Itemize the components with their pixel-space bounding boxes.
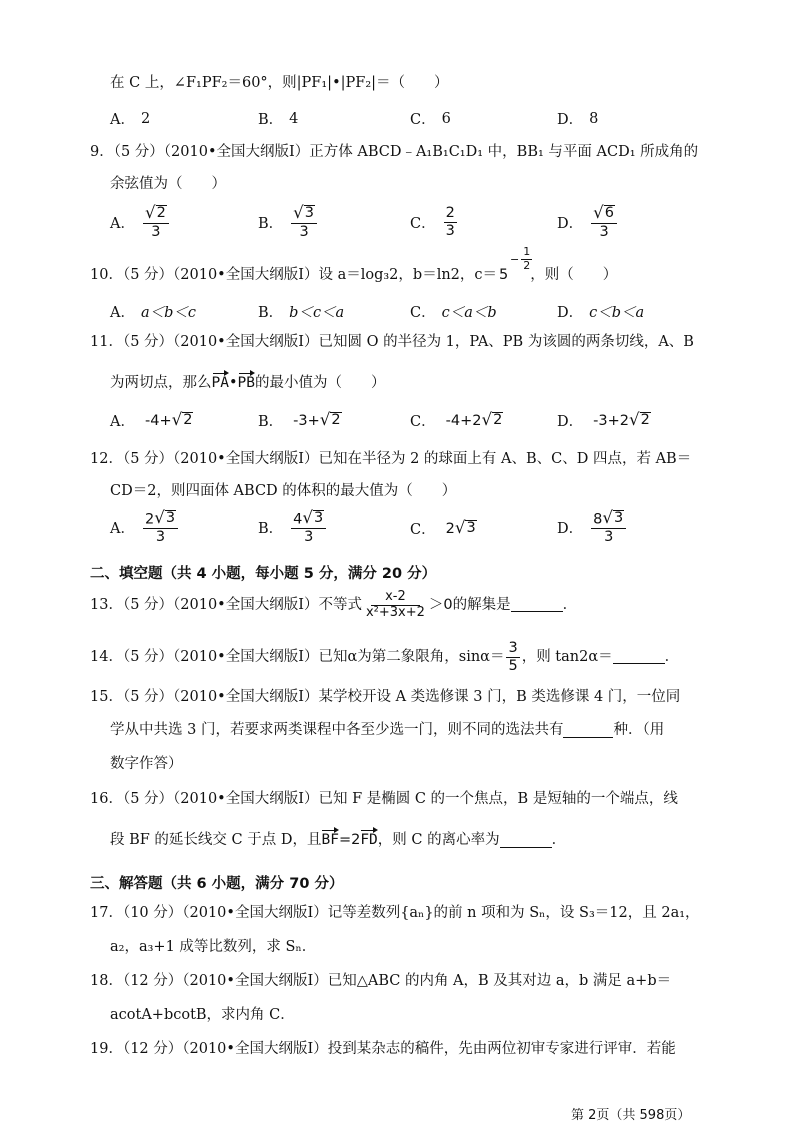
q9-line1: 9．（5 分）（2010•全国大纲版Ⅰ）正方体 ABCD﹣A₁B₁C₁D₁ 中，BB₁ 与平面 ACD₁ 所成角的	[90, 144, 699, 160]
q18-line2: acotA+bcotB，求内角 C．	[110, 1007, 295, 1023]
q10-exponent: − $\frac{1}{2}$	[510, 245, 531, 272]
q16-line2: 段 BF 的延长线交 C 于点 D，且 BF =2 FD ，则 C 的离心率为 ．	[110, 829, 566, 848]
q15-line1: 15．（5 分）（2010•全国大纲版Ⅰ）某学校开设 A 类选修课 3 门，B 类选修课 4 门，一位同	[90, 689, 681, 705]
q11-option-b: B． -3+ √ 2	[258, 410, 341, 430]
q15-line3: 数字作答）	[110, 756, 183, 772]
q16-vector-bf: BF	[321, 829, 338, 848]
q11-vector-pb: PB	[238, 372, 255, 391]
q11-option-a: A． -4+ √ 2	[110, 410, 193, 430]
q9-option-a: A． √ 2 3	[110, 205, 171, 241]
q16-answer-blank[interactable]	[500, 835, 552, 848]
q12-line2: CD＝2，则四面体 ABCD 的体积的最大值为（ ）	[110, 483, 457, 499]
q9-option-c: C． $\frac{2}{3}$	[410, 205, 455, 239]
q12-option-c: C． 2 √ 3	[410, 518, 476, 538]
page-footer: 第 2页（共 598页）	[571, 1108, 691, 1123]
q9-option-d: D． √ 6 3	[557, 205, 619, 241]
q15-answer-blank[interactable]	[563, 725, 613, 738]
q8-option-c: C． 6	[410, 110, 451, 128]
q17-line2: a₂，a₃+1 成等比数列，求 Sₙ．	[110, 939, 317, 955]
q18-line1: 18．（12 分）（2010•全国大纲版Ⅰ）已知△ABC 的内角 A，B 及其对边 a，b 满足 a+b＝	[90, 973, 672, 989]
q10-option-a: A． a＜b＜c	[110, 305, 197, 321]
q16-vector-fd: FD	[360, 829, 377, 848]
q10-option-b: B． b＜c＜a	[258, 305, 345, 321]
q13-stem: 13．（5 分）（2010•全国大纲版Ⅰ）不等式 $\frac{x-2}{\text{x²+3x+2}}$ ＞0 的解集是 ．	[90, 589, 578, 620]
q16-line1: 16．（5 分）（2010•全国大纲版Ⅰ）已知 F 是椭圆 C 的一个焦点，B 是短轴的一个端点，线	[90, 791, 678, 807]
q13-answer-blank[interactable]	[511, 599, 563, 612]
q11-option-d: D． -3+2 √ 2	[557, 410, 650, 430]
q11-option-c: C． -4+2 √ 2	[410, 410, 503, 430]
q14-answer-blank[interactable]	[613, 651, 665, 664]
q12-option-d: D． 8 √ 3 3	[557, 510, 628, 546]
q8-option-a: A． 2	[110, 110, 151, 128]
q11-line1: 11．（5 分）（2010•全国大纲版Ⅰ）已知圆 O 的半径为 1，PA、PB 为该圆的两条切线，A、B	[90, 334, 694, 350]
q10-power-base: 5	[499, 267, 509, 283]
q8-continuation: 在 C 上，∠F₁PF₂＝60°，则|PF₁|•|PF₂|＝（ ）	[110, 75, 449, 91]
q12-option-a: A． 2 √ 3 3	[110, 510, 180, 546]
q15-line2: 学从中共选 3 门，若要求两类课程中各至少选一门，则不同的选法共有 种．（用	[110, 722, 665, 738]
section-heading-answer: 三、解答题（共 6 小题，满分 70 分）	[90, 876, 344, 892]
q14-stem: 14．（5 分）（2010•全国大纲版Ⅰ）已知α为第二象限角，sinα＝ $\frac{3}{5}$ ，则 tan2α＝ ．	[90, 640, 680, 674]
q11-vector-pa: PA	[212, 372, 229, 391]
q11-line2: 为两切点，那么 PA • PB 的最小值为（ ）	[110, 372, 386, 391]
q8-option-d: D． 8	[557, 110, 599, 128]
q12-line1: 12．（5 分）（2010•全国大纲版Ⅰ）已知在半径为 2 的球面上有 A、B、C、D 四点，若 AB＝	[90, 451, 692, 467]
q8-option-b: B． 4	[258, 110, 299, 128]
q10-option-d: D． c＜b＜a	[557, 305, 645, 321]
q12-option-b: B． 4 √ 3 3	[258, 510, 328, 546]
q10-option-c: C． c＜a＜b	[410, 305, 497, 321]
q9-line2: 余弦值为（ ）	[110, 176, 226, 192]
q10-stem: 10．（5 分）（2010•全国大纲版Ⅰ）设 a＝log₃2，b＝ln2，c＝ 5 − $\frac{1}{2}$ ，则（ ）	[90, 245, 618, 283]
q9-option-b: B． √ 3 3	[258, 205, 319, 241]
section-heading-fill-blank: 二、填空题（共 4 小题，每小题 5 分，满分 20 分）	[90, 566, 437, 582]
q19-line1: 19．（12 分）（2010•全国大纲版Ⅰ）投到某杂志的稿件，先由两位初审专家进行评审．若能	[90, 1041, 676, 1057]
q17-line1: 17．（10 分）（2010•全国大纲版Ⅰ）记等差数列{aₙ}的前 n 项和为 Sₙ，设 S₃＝12，且 2a₁，	[90, 905, 700, 921]
